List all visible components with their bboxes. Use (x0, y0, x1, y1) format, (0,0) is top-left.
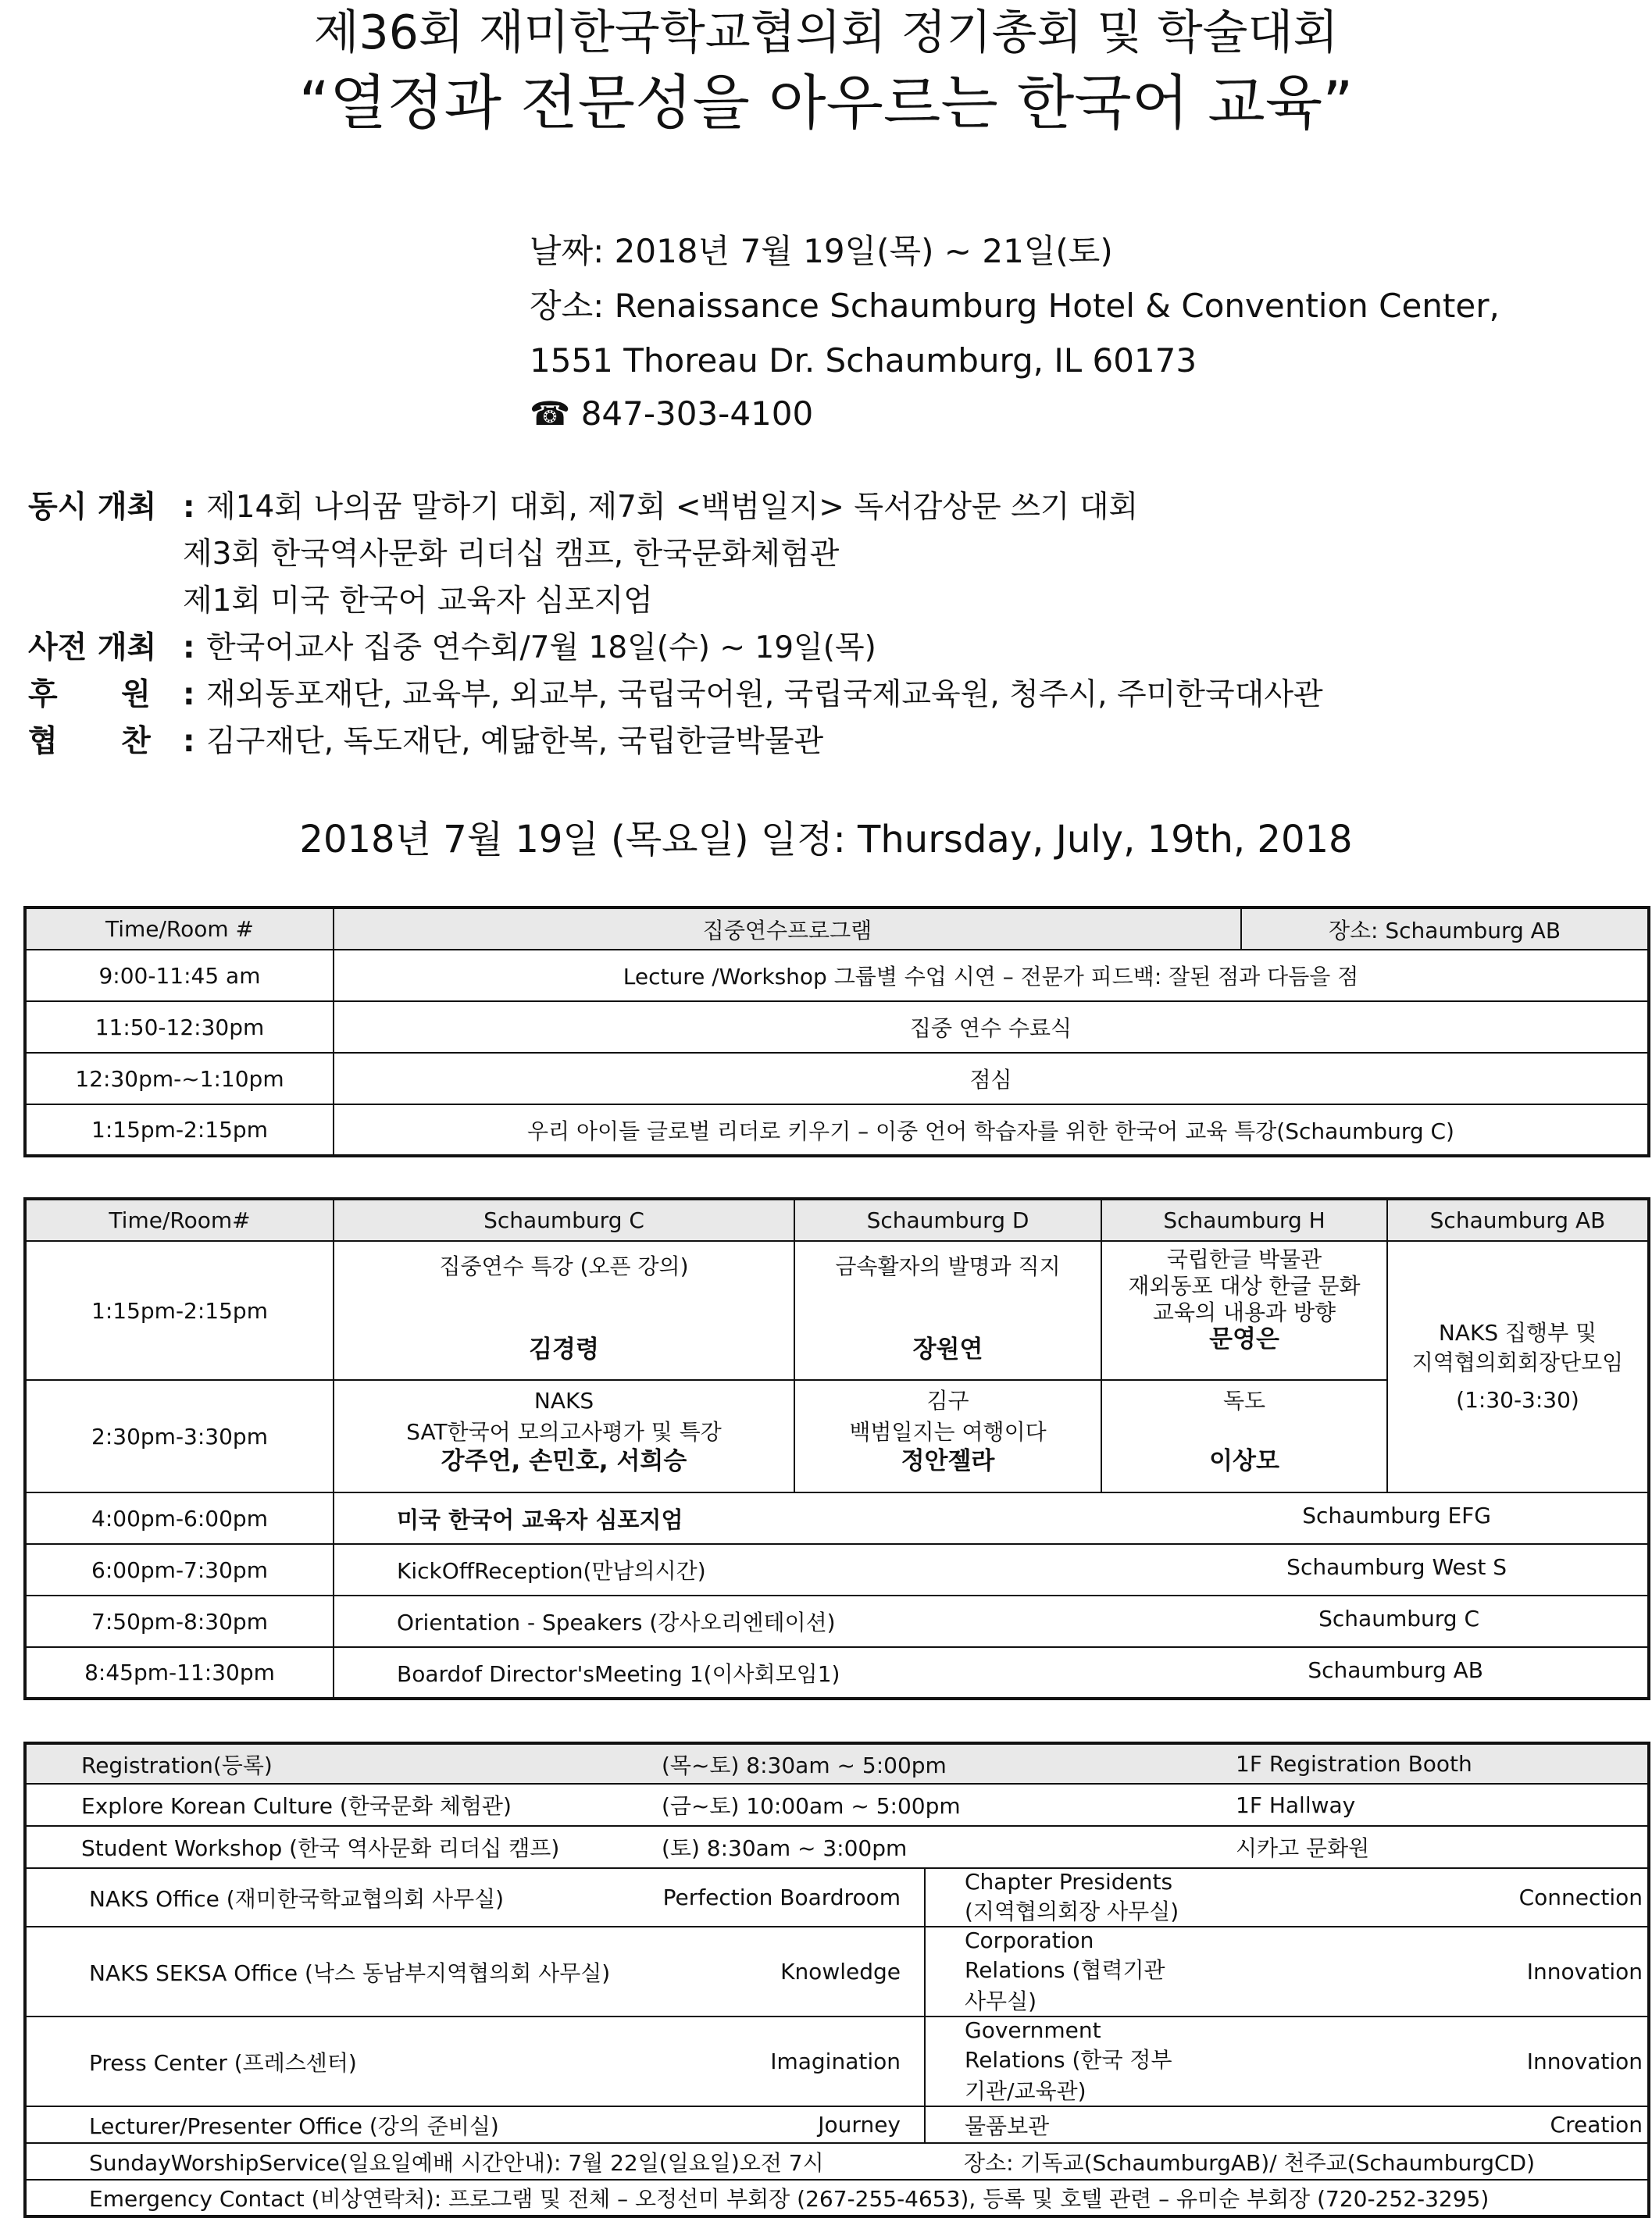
phone-number: 847-303-4100 (580, 394, 814, 433)
office-room: Connection (1189, 1868, 1649, 1927)
table-row (25, 950, 1649, 1001)
table-row (25, 2106, 1649, 2143)
row-time: 11:50-12:30pm (25, 1001, 334, 1053)
service-place: 시카고 문화원 (1189, 1826, 1649, 1868)
row-time: 7:50pm-8:30pm (25, 1596, 334, 1647)
support-label: 협 찬 (28, 724, 151, 759)
service-name: Student Workshop (한국 역사문화 리더십 캠프) (25, 1826, 662, 1868)
table-row (25, 1868, 1649, 1927)
row-content: Lecture /Workshop 그룹별 수업 시연 – 전문가 피드백: 잘된 점과 다듬을 점 (334, 950, 1649, 1001)
table-row (25, 1001, 1649, 1053)
session-line: NAKS (533, 1388, 594, 1414)
session-line: 재외동포 대상 한글 문화 (1128, 1273, 1361, 1299)
event-place: Schaumburg EFG (1302, 1502, 1491, 1528)
session-line: 국립한글 박물관 (1166, 1246, 1322, 1272)
header-room-h: Schaumburg H (1101, 1199, 1387, 1241)
meeting-line: 지역협의회회장단모임 (1411, 1350, 1624, 1375)
sessions-table (23, 1197, 1650, 1700)
colon: : (183, 490, 195, 525)
concurrent-item: 제14회 나의꿈 말하기 대회, 제7회 <백범일지> 독서감상문 쓰기 대회 (206, 490, 1139, 525)
session-line: 백범일지는 여행이다 (849, 1419, 1047, 1445)
event-name: Boardof Director'sMeeting 1(이사회모임1) (397, 1660, 840, 1687)
table-row (25, 1053, 1649, 1104)
office-name: 물품보관 (925, 2106, 1189, 2143)
pre-label: 사전 개최 (28, 630, 157, 665)
service-time: (토) 8:30am ~ 3:00pm (662, 1826, 1189, 1868)
colon: : (183, 677, 195, 712)
event-place: Schaumburg C (1318, 1606, 1479, 1631)
colon: : (183, 630, 195, 665)
sponsor-label: 후 원 (28, 677, 151, 712)
office-name: NAKS SEKSA Office (낙스 동남부지역협의회 사무실) (25, 1927, 662, 2017)
row-content (334, 1596, 1649, 1647)
row-time: 2:30pm-3:30pm (25, 1380, 334, 1492)
row-content (334, 1492, 1649, 1544)
training-table (23, 906, 1650, 1157)
worship-place: 장소: 기독교(SchaumburgAB)/ 천주교(SchaumburgCD) (925, 2143, 1649, 2180)
concurrent-item: 제3회 한국역사문화 리더십 캠프, 한국문화체험관 (183, 537, 840, 572)
speaker-name: 문영은 (1209, 1325, 1279, 1353)
service-name: Explore Korean Culture (한국문화 체험관) (25, 1784, 662, 1826)
table-row (25, 1927, 1649, 2017)
support-list: 김구재단, 독도재단, 예닮한복, 국립한글박물관 (206, 724, 824, 759)
office-room: Innovation (1189, 1927, 1649, 2017)
event-address: 1551 Thoreau Dr. Schaumburg, IL 60173 (530, 341, 1197, 380)
office-name: Press Center (프레스센터) (25, 2017, 662, 2106)
header-time: Time/Room # (25, 908, 334, 950)
header-room-d: Schaumburg D (794, 1199, 1101, 1241)
row-time: 1:15pm-2:15pm (25, 1241, 334, 1380)
session-line: 독도 (1222, 1388, 1266, 1414)
row-time: 8:45pm-11:30pm (25, 1647, 334, 1699)
worship-info: SundayWorshipService(일요일예배 시간안내): 7월 22일(일요일)오전 7시 (25, 2143, 925, 2180)
office-name: Lecturer/Presenter Office (강의 준비실) (25, 2106, 662, 2143)
row-content: 집중 연수 수료식 (334, 1001, 1649, 1053)
speaker-name: 강주언, 손민호, 서희승 (441, 1447, 687, 1475)
event-name: Orientation - Speakers (강사오리엔테이션) (397, 1610, 836, 1635)
office-room: Perfection Boardroom (662, 1868, 925, 1927)
session-title: 금속활자의 발명과 직지 (835, 1253, 1061, 1279)
support-row (28, 719, 1323, 765)
session-cell (1101, 1241, 1387, 1380)
office-name: Corporation Relations (협력기관 사무실) (925, 1927, 1189, 2017)
session-line: 김구 (926, 1388, 969, 1414)
table-row (25, 1743, 1649, 1784)
table-row (25, 2180, 1649, 2216)
event-list (28, 484, 1323, 765)
row-time: 9:00-11:45 am (25, 950, 334, 1001)
table-row (25, 1104, 1649, 1156)
concurrent-item: 제1회 미국 한국어 교육자 심포지엄 (183, 583, 653, 619)
service-name: Registration(등록) (25, 1743, 662, 1784)
row-time: 6:00pm-7:30pm (25, 1544, 334, 1596)
meeting-cell (1387, 1241, 1649, 1492)
table-row (25, 1596, 1649, 1647)
office-room: Creation (1189, 2106, 1649, 2143)
event-place: Schaumburg West S (1286, 1554, 1507, 1580)
sponsor-row (28, 672, 1323, 719)
event-name: KickOffReception(만남의시간) (397, 1558, 706, 1584)
session-line: SAT한국어 모의고사평가 및 특강 (406, 1419, 722, 1445)
header-program: 집중연수프로그램 (334, 908, 1241, 950)
header-time: Time/Room# (25, 1199, 334, 1241)
row-time: 12:30pm-~1:10pm (25, 1053, 334, 1104)
table-row (25, 1647, 1649, 1699)
table-row (25, 2143, 1649, 2180)
speaker-name: 김경령 (529, 1335, 599, 1364)
info-table (23, 1742, 1650, 2218)
office-room: Journey (662, 2106, 925, 2143)
office-name: Chapter Presidents (지역협의회장 사무실) (925, 1868, 1189, 1927)
concurrent-label: 동시 개최 (28, 490, 157, 525)
row-content: 우리 아이들 글로벌 리더로 키우기 – 이중 언어 학습자를 위한 한국어 교육 특강(Schaumburg C) (334, 1104, 1649, 1156)
schedule-heading: 2018년 7월 19일 (목요일) 일정: Thursday, July, 19th, 2018 (299, 818, 1353, 861)
service-place: 1F Hallway (1189, 1784, 1649, 1826)
office-room: Imagination (662, 2017, 925, 2106)
session-cell (794, 1241, 1101, 1380)
speaker-name: 장원연 (912, 1335, 983, 1364)
office-room: Innovation (1189, 2017, 1649, 2106)
table-header (25, 1199, 1649, 1241)
office-name: NAKS Office (재미한국학교협의회 사무실) (25, 1868, 662, 1927)
header-room-c: Schaumburg C (334, 1199, 794, 1241)
session-cell (794, 1380, 1101, 1492)
service-place: 1F Registration Booth (1189, 1743, 1649, 1784)
table-row (25, 1492, 1649, 1544)
service-time: (목~토) 8:30am ~ 5:00pm (662, 1743, 1189, 1784)
session-line: 교육의 내용과 방향 (1152, 1300, 1336, 1325)
header-place: 장소: Schaumburg AB (1241, 908, 1649, 950)
event-name: 미국 한국어 교육자 심포지엄 (397, 1506, 683, 1533)
table-row (25, 1241, 1649, 1380)
row-content (334, 1647, 1649, 1699)
session-cell (1101, 1380, 1387, 1492)
table-header (25, 908, 1649, 950)
session-cell (334, 1241, 794, 1380)
row-content (334, 1544, 1649, 1596)
office-room: Knowledge (662, 1927, 925, 2017)
event-phone (530, 390, 813, 437)
meeting-time: (1:30-3:30) (1456, 1387, 1579, 1413)
pre-events (28, 625, 1323, 672)
event-date: 날짜: 2018년 7월 19일(목) ~ 21일(토) (530, 232, 1113, 270)
speaker-name: 이상모 (1209, 1447, 1279, 1475)
table-row (25, 1784, 1649, 1826)
page-subtitle: “열정과 전문성을 아우르는 한국어 교육” (298, 68, 1354, 137)
row-time: 4:00pm-6:00pm (25, 1492, 334, 1544)
office-name: Government Relations (한국 정부 기관/교육관) (925, 2017, 1189, 2106)
service-time: (금~토) 10:00am ~ 5:00pm (662, 1784, 1189, 1826)
row-time: 1:15pm-2:15pm (25, 1104, 334, 1156)
event-venue: 장소: Renaissance Schaumburg Hotel & Convention Center, (530, 287, 1500, 325)
header-room-ab: Schaumburg AB (1387, 1199, 1649, 1241)
event-place: Schaumburg AB (1308, 1656, 1483, 1683)
page-title: 제36회 재미한국학교협의회 정기총회 및 학술대회 (313, 5, 1339, 60)
colon: : (183, 724, 195, 759)
phone-icon: ☎ (530, 394, 571, 433)
table-row (25, 2017, 1649, 2106)
session-title: 집중연수 특강 (오픈 강의) (439, 1253, 689, 1279)
emergency-contact: Emergency Contact (비상연락처): 프로그램 및 전체 – 오정선미 부회장 (267-255-4653), 등록 및 호텔 관련 – 유미순 부회장 (720-252-3295) (25, 2180, 1649, 2216)
concurrent-events (28, 484, 1323, 531)
table-row (25, 1826, 1649, 1868)
pre-item: 한국어교사 집중 연수회/7월 18일(수) ~ 19일(목) (206, 630, 876, 665)
table-row (25, 1544, 1649, 1596)
row-content: 점심 (334, 1053, 1649, 1104)
sponsor-list: 재외동포재단, 교육부, 외교부, 국립국어원, 국립국제교육원, 청주시, 주미한국대사관 (206, 677, 1323, 712)
meeting-line: NAKS 집행부 및 (1438, 1320, 1597, 1346)
session-cell (334, 1380, 794, 1492)
speaker-name: 정안젤라 (901, 1447, 995, 1475)
